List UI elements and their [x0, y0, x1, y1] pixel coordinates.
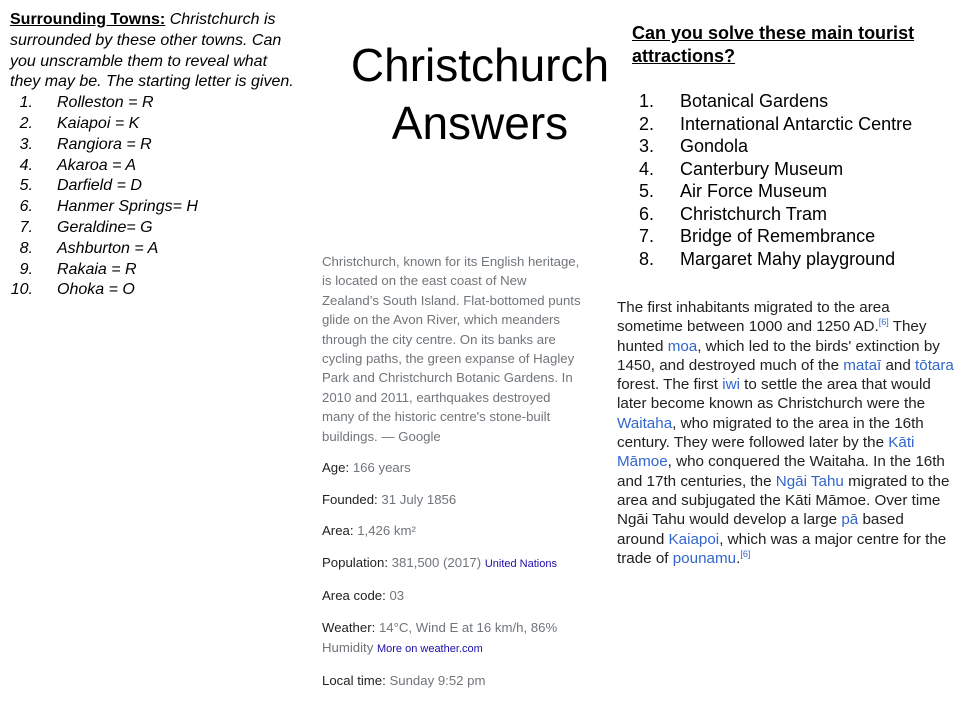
list-item-text: Akaroa = A [57, 156, 137, 174]
list-item-text: International Antarctic Centre [680, 113, 913, 134]
kati-mamoe-link[interactable]: Kāti Māmoe [617, 434, 915, 471]
fact-value: 166 years [352, 460, 411, 476]
citation-link[interactable]: [6] [878, 317, 889, 328]
history-text: , which was a major centre for the trade of [617, 530, 947, 567]
list-item-number: 6. [19, 198, 33, 216]
towns-intro [10, 10, 300, 93]
fact-label: Area code: [322, 588, 386, 604]
iwi-link[interactable]: iwi [722, 376, 740, 394]
list-item [632, 158, 952, 181]
list-item [10, 218, 300, 239]
fact-value: 1,426 km² [357, 523, 416, 539]
list-item [10, 176, 300, 197]
list-item-number: 1. [19, 94, 33, 112]
kp-description [322, 252, 582, 446]
list-item [10, 114, 300, 135]
kp-fact-area-code [322, 586, 582, 606]
fact-value: 03 [389, 588, 405, 604]
history-text: migrated to the area and subjugated the Kāti Māmoe. Over time Ngāi Tahu would develop a large [617, 472, 950, 529]
list-item-number: 8. [19, 239, 33, 257]
list-item-number: 7. [638, 226, 654, 246]
list-item [10, 135, 300, 156]
kaiapoi-link[interactable]: Kaiapoi [668, 530, 720, 548]
fact-label: Population: [322, 554, 388, 570]
list-item-number: 7. [19, 218, 33, 236]
kp-source: — Google [381, 428, 441, 444]
list-item-number: 10. [10, 281, 33, 299]
history-text: and [881, 356, 916, 374]
list-item [10, 197, 300, 218]
fact-value: 381,500 (2017) [391, 554, 482, 570]
fact-label: Founded: [322, 491, 378, 507]
list-item-number: 3. [638, 136, 654, 156]
united-nations-link[interactable]: United Nations [484, 557, 557, 570]
list-item-text: Ashburton = A [57, 239, 159, 257]
list-item-number: 5. [638, 181, 654, 201]
knowledge-panel [322, 252, 582, 691]
list-item-number: 1. [638, 91, 654, 111]
list-item [10, 260, 300, 281]
list-item-text: Hanmer Springs= H [57, 198, 198, 216]
kp-fact-population [322, 553, 582, 575]
pa-link[interactable]: pā [841, 511, 859, 529]
moa-link[interactable]: moa [667, 337, 698, 355]
ngai-tahu-link[interactable]: Ngāi Tahu [775, 472, 844, 490]
list-item-text: Canterbury Museum [680, 158, 844, 179]
kp-fact-age [322, 458, 582, 478]
attractions-list [632, 90, 952, 270]
fact-label: Weather: [322, 620, 376, 636]
list-item [632, 248, 952, 271]
kp-description-text: Christchurch, known for its English heritage, is located on the east coast of New Zealand’s South Island. Flat-bottomed punts glide on the Avon River, which meanders through the city centre. On its banks are cycling paths, the green expanse of Hagley Park and Christchurch Botanic Gardens. In 2010 and 2011, earthquakes destroyed many of the historic centre's stone-built buildings. [322, 254, 581, 444]
surrounding-towns-section [10, 10, 300, 301]
towns-heading: Surrounding Towns: [10, 11, 166, 28]
citation-link[interactable]: [6] [740, 548, 751, 559]
title-line-2: Answers [391, 97, 569, 149]
history-text: , who conquered the Waitaha. In the 16th and 17th centuries, the [617, 453, 945, 490]
list-item-text: Rangiora = R [57, 135, 152, 153]
totara-link[interactable]: tōtara [915, 356, 954, 374]
list-item [632, 90, 952, 113]
list-item [632, 225, 952, 248]
list-item-text: Air Force Museum [680, 181, 828, 201]
list-item-text: Botanical Gardens [680, 91, 829, 111]
kp-fact-local-time [322, 671, 582, 691]
pounamu-link[interactable]: pounamu [672, 549, 737, 567]
list-item-text: Kaiapoi = K [57, 114, 140, 132]
list-item [10, 93, 300, 114]
list-item [10, 156, 300, 177]
history-text: The first inhabitants migrated to the area sometime between 1000 and 1250 AD. [617, 299, 890, 336]
history-text: forest. The first [617, 376, 723, 394]
history-text: They hunted [617, 318, 927, 355]
list-item-text: Christchurch Tram [680, 203, 828, 224]
list-item-number: 4. [638, 158, 654, 179]
waitaha-link[interactable]: Waitaha [617, 414, 673, 432]
fact-value: 14°C, Wind E at 16 km/h, 86% Humidity [322, 620, 558, 655]
towns-intro-text: Christchurch is surrounded by these other towns. Can you unscramble them to reveal what they may be. The starting letter is given. [10, 11, 294, 91]
weather-link[interactable]: More on weather.com [376, 642, 483, 655]
towns-list [10, 93, 300, 301]
kp-fact-founded [322, 490, 582, 510]
list-item-number: 6. [638, 203, 654, 224]
history-text: , which led to the birds' extinction by 1450, and destroyed much of the [617, 337, 940, 374]
history-paragraph [617, 298, 955, 568]
list-item [632, 135, 952, 158]
list-item-number: 2. [638, 113, 654, 134]
list-item-text: Rolleston = R [57, 94, 154, 112]
fact-value: 31 July 1856 [381, 491, 457, 507]
history-text: . [736, 549, 741, 567]
list-item [10, 239, 300, 260]
kp-fact-area [322, 521, 582, 541]
list-item-number: 4. [19, 156, 33, 174]
list-item-number: 8. [638, 248, 654, 269]
fact-label: Local time: [322, 673, 386, 689]
list-item [10, 280, 300, 301]
list-item-number: 2. [19, 114, 33, 132]
history-text: to settle the area that would later become known as Christchurch were the [617, 376, 931, 413]
list-item-number: 3. [19, 135, 33, 153]
list-item [632, 203, 952, 226]
title-line-1: Christchurch [350, 39, 610, 91]
matai-link[interactable]: mataī [843, 356, 882, 374]
page-title [330, 36, 630, 152]
list-item-text: Rakaia = R [57, 260, 137, 278]
list-item-text: Gondola [680, 136, 749, 156]
list-item-text: Bridge of Remembrance [680, 226, 876, 246]
list-item [632, 180, 952, 203]
history-text: based around [617, 511, 904, 548]
fact-value: Sunday 9:52 pm [389, 673, 486, 689]
list-item-text: Ohoka = O [57, 281, 135, 299]
fact-label: Age: [322, 460, 350, 476]
list-item-text: Margaret Mahy playground [680, 248, 896, 269]
history-text: , who migrated to the area in the 16th century. They were followed later by the [617, 414, 924, 452]
attractions-heading: Can you solve these main tourist attractions? [632, 23, 915, 66]
list-item-text: Darfield = D [57, 177, 142, 195]
list-item [632, 113, 952, 136]
list-item-number: 9. [19, 260, 33, 278]
kp-fact-weather [322, 618, 582, 659]
list-item-text: Geraldine= G [57, 218, 153, 236]
fact-label: Area: [322, 523, 354, 539]
list-item-number: 5. [19, 177, 33, 195]
